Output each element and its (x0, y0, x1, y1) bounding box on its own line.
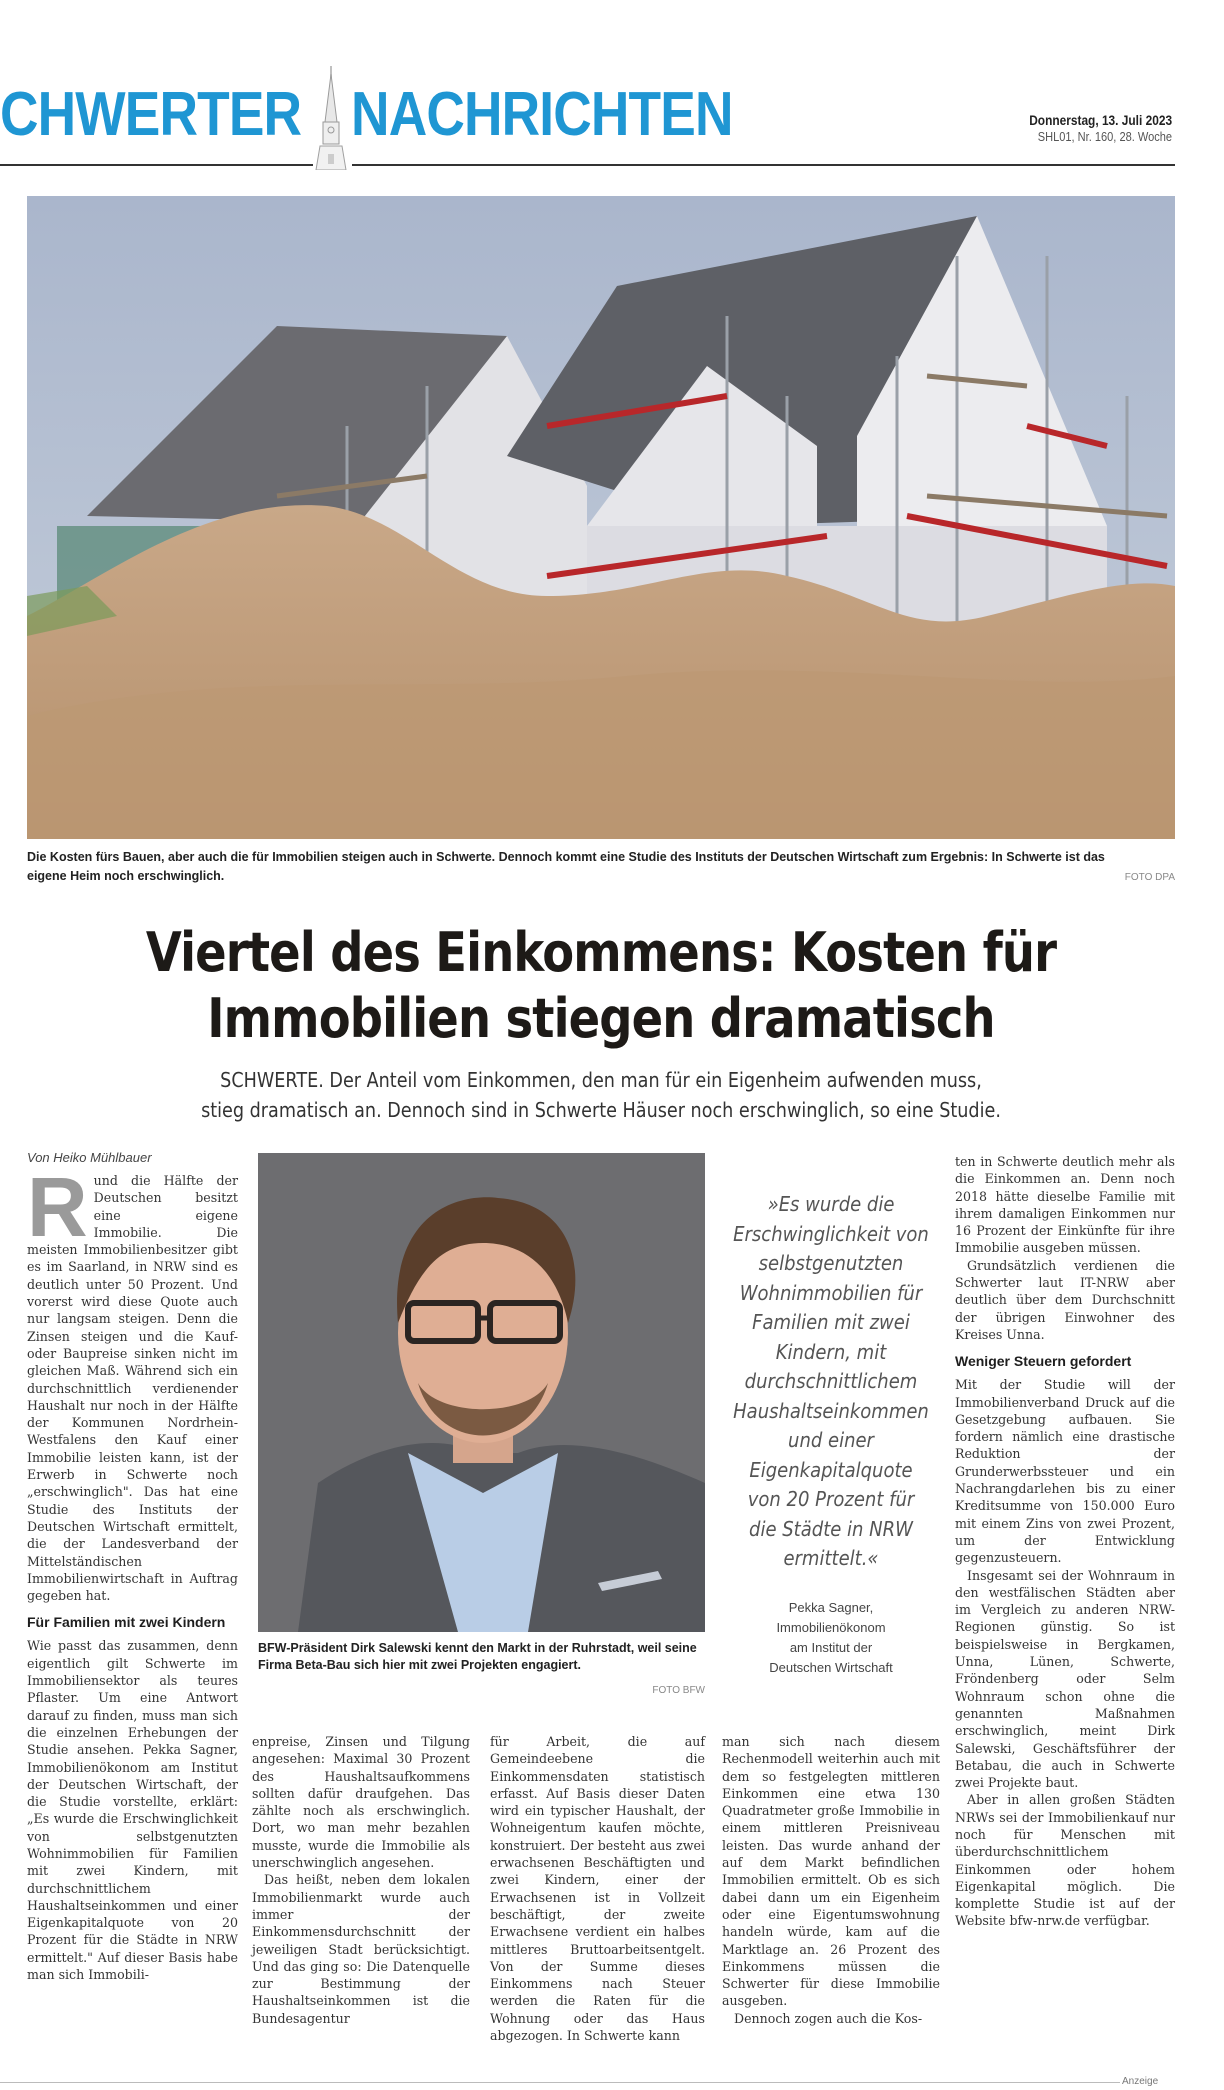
lead-photo-caption: Die Kosten fürs Bauen, aber auch die für Immobilien steigen auch in Schwerte. Dennoch kommt eine Studie des Instituts der Deutschen Wirtschaft zum Ergebnis: In Schwerte ist das eigene Heim noch erschwinglich. (27, 850, 1105, 883)
church-spire-icon (308, 66, 354, 170)
issue-edition: SHL01, Nr. 160, 28. Woche (1037, 129, 1172, 144)
advertisement-label: Anzeige (1122, 2076, 1159, 2087)
issue-date: Donnerstag, 13. Juli 2023 (1029, 112, 1172, 128)
paragraph: Dennoch zogen auch die Kos- (734, 2010, 923, 2026)
article-subhead (96, 1065, 1106, 1125)
paragraph: Wie passt das zusammen, denn eigentlich gilt Schwerte im Immobiliensektor als teures Pflaster. Um eine Antwort darauf zu finden, muss man sich die einzelnen Erhebungen der Studie ansehen. Pekka Sagner, Immobilienökonom am Institut der Deutschen Wirtschaft, der die Studie vorstellte, erklärt: „Es wurde die Erschwinglichkeit von selbstgenutzten Wohnimmobilien für Familien mit zwei Kindern, mit durchschnittlichem Haushaltseinkommen und einer Eigenkapitalquote von 20 Prozent für die Städte in NRW ermittelt." Auf dieser Basis habe man sich Immobili- (27, 1638, 238, 1983)
lead-photo-construction (27, 196, 1175, 839)
lead-photo-credit: FOTO DPA (1124, 872, 1175, 883)
article-column-4 (722, 1733, 940, 2027)
paragraph: ten in Schwerte deutlich mehr als die Einkommen an. Denn noch 2018 hätte dieselbe Familie mit ihrem damaligen Einkommen nur 16 Prozent der Einkünfte für ihre Immobilie ausgeben müssen. (955, 1154, 1175, 1256)
headline-line: Immobilien stiegen dramatisch (207, 987, 995, 1050)
paragraph: für Arbeit, die auf Gemeindeebene die Einkommensdaten statistisch erfasst. Auf Basis dieser Daten wird ein typischer Haushalt, der Wohneigentum kaufen möchte, konstruiert. Der besteht aus zwei erwachsenen Beschäftigten und zwei Kindern, einer der Erwachsenen ist in Vollzeit beschäftigt, der zweite Erwachsene verdient ein halbes mittleres Bruttoarbeitsentgelt. Von der Summe dieses Einkommens nach Steuer werden die Raten für die Wohnung oder das Haus abgezogen. In Schwerte kann (490, 1734, 705, 2044)
quote-source-name: Pekka Sagner, (788, 1600, 874, 1615)
subhead-line: SCHWERTE. Der Anteil vom Einkommen, den man für ein Eigenheim aufwenden muss, (220, 1068, 982, 1092)
dropcap: R (27, 1160, 88, 1254)
article-column-5 (955, 1153, 1175, 1930)
quote-source-role: Deutschen Wirtschaft (769, 1660, 893, 1675)
masthead-rule (0, 164, 313, 166)
article-column-3 (490, 1733, 705, 2044)
pull-quote-source (722, 1598, 940, 1678)
quote-source-role: Immobilienökonom (776, 1620, 886, 1635)
portrait-photo-salewski (258, 1153, 705, 1632)
paragraph: und die Hälfte der Deutschen besitzt eine eigene Immobilie. Die meisten Immobilienbesitzer gibt es im Saarland, in NRW sind es deutlich unter 50 Prozent. Und vorerst wird diese Quote auch nur langsam steigen. Denn die Zinsen steigen und die Kauf- oder Baupreise sinken nicht im gleichen Maß. Während sich ein durchschnittlich verdienender Haushalt nur noch in der Hälfte der Kommunen Nordrhein-Westfalens den Kauf einer Immobilie leisten kann, ist der Erwerb in Schwerte noch „erschwinglich". Das hat eine Studie des Instituts der Deutschen Wirtschaft ermittelt, die der Landesverband der Mittelständischen Immobilienwirtschaft in Auftrag gegeben hat. (27, 1173, 238, 1604)
article-headline (107, 920, 1094, 1052)
masthead-title (0, 82, 733, 148)
adjacent-article-fragment (0, 1170, 14, 1670)
subheading: Weniger Steuern gefordert (955, 1353, 1132, 1370)
article-column-1 (27, 1160, 238, 1983)
pull-quote: »Es wurde die Erschwinglichkeit von selbstgenutzten Wohnimmobilien für Familien mit zwei Kindern, mit durchschnittlichem Haushaltseinkommen und einer Eigenkapitalquote von 20 Prozent für die Städte in NRW ermittelt.« (733, 1192, 929, 1570)
masthead-title-right: NACHRICHTEN (351, 80, 733, 149)
subheading: Für Familien mit zwei Kindern (27, 1614, 226, 1631)
byline: Von Heiko Mühlbauer (27, 1150, 152, 1165)
masthead-title-left: CHWERTER (0, 80, 302, 149)
paragraph: enpreise, Zinsen und Tilgung angesehen: Maximal 30 Prozent des Haushaltsaufkommens sollten dafür draufgehen. Das zählte noch als erschwinglich. Dort, wo man mehr bezahlen musste, wurde die Immobilie als unerschwinglich angesehen. (252, 1734, 470, 1871)
masthead-rule (352, 164, 1175, 166)
paragraph: Insgesamt sei der Wohnraum in den westfälischen Städten aber im Vergleich zu anderen NRW-Regionen günstig. So ist beispielsweise in Bergkamen, Unna, Lünen, Schwerte, Fröndenberg oder Selm Wohnraum schon ohne die genannten Maßnahmen erschwinglich, meint Dirk Salewski, Geschäftsführer der Betabau, die auch in Schwerte zwei Projekte baut. (955, 1567, 1175, 1791)
article-column-2 (252, 1733, 470, 2027)
paragraph: Mit der Studie will der Immobilienverband Druck auf die Gesetzgebung aufbauen. Sie fordern nämlich eine drastische Reduktion der Grunderwerbssteuer und ein Nachrangdarlehen bis zu einer Kreditsumme von 150.000 Euro mit einem Zins von zwei Prozent, um der Entwicklung gegenzusteuern. (955, 1377, 1175, 1566)
paragraph: man sich nach diesem Rechenmodell weiterhin auch mit dem so festgelegten mittleren Einkommen eine etwa 130 Quadratmeter große Immobilie in einem mittleren Preisniveau leisten. Das wurde anhand der auf dem Markt befindlichen Immobilien ermittelt. Ob es sich dabei dann um ein Eigenheim oder eine Eigentumswohnung handeln würde, kam auf die Marktlage an. 26 Prozent des Einkommens müssen die Schwerter für diese Immobilie ausgeben. (722, 1734, 940, 2009)
subhead-line: stieg dramatisch an. Dennoch sind in Schwerte Häuser noch erschwinglich, so eine Studie. (201, 1098, 1001, 1122)
paragraph: Aber in allen großen Städten NRWs sei der Immobilienkauf nur noch für Menschen mit überdurchschnittlichem Einkommen oder hohem Eigenkapital möglich. Die komplette Studie ist auf der Website bfw-nrw.de verfügbar. (955, 1792, 1175, 1929)
paragraph: Grundsätzlich verdienen die Schwerter laut IT-NRW aber deutlich über dem Durchschnitt der übrigen Einwohner des Kreises Unna. (955, 1257, 1175, 1342)
issue-info (1004, 112, 1172, 144)
portrait-caption: BFW-Präsident Dirk Salewski kennt den Markt in der Ruhrstadt, weil seine Firma Beta-Bau sich hier mit zwei Projekten engagiert. (258, 1641, 697, 1672)
portrait-credit: FOTO BFW (652, 1685, 705, 1696)
page-bottom-rule (0, 2082, 1120, 2083)
paragraph: Das heißt, neben dem lokalen Immobilienmarkt wurde auch immer der Einkommensdurchschnitt der jeweiligen Stadt berücksichtigt. Und das ging so: Die Datenquelle zur Bestimmung der Haushaltseinkommen ist die Bundesagentur (252, 1872, 470, 2026)
headline-line: Viertel des Einkommens: Kosten für (145, 921, 1057, 984)
quote-source-role: am Institut der (789, 1640, 873, 1655)
